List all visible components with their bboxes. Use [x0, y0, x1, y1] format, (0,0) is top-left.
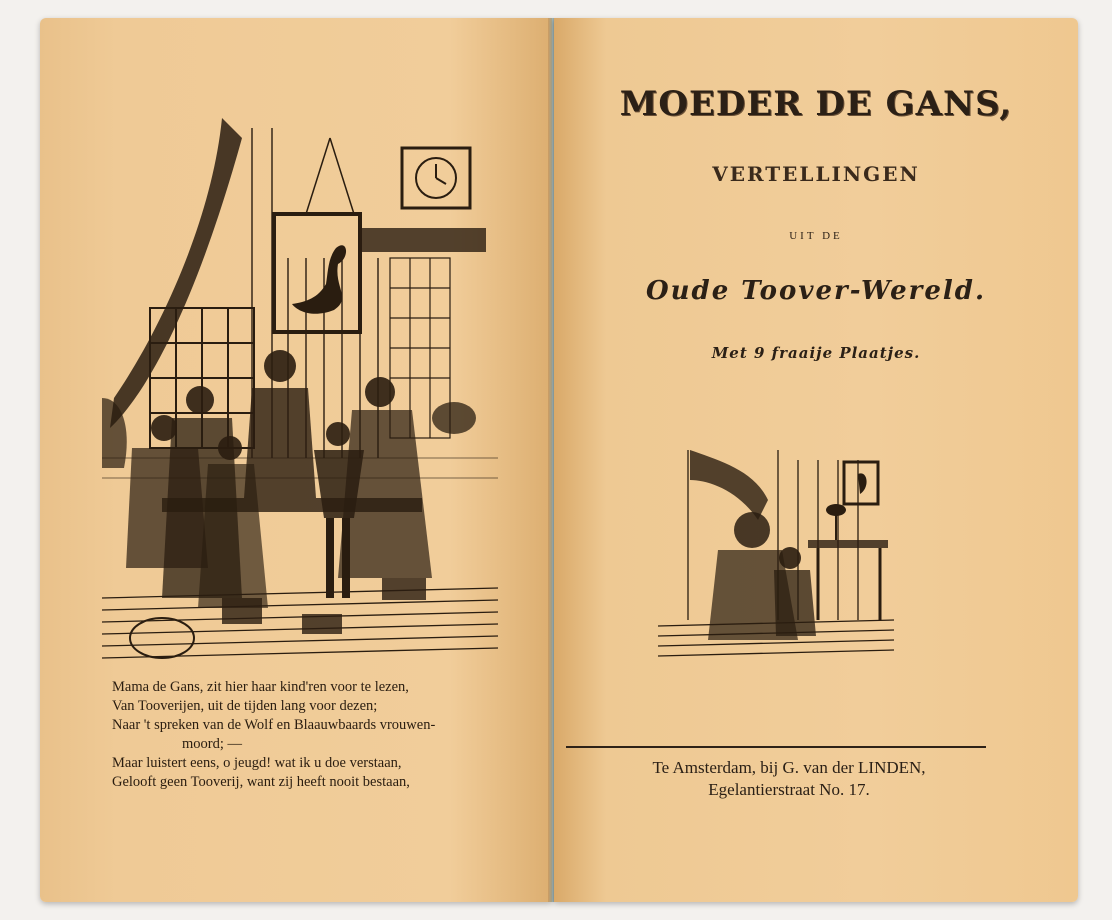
book-title: MOEDER DE GANS, — [619, 84, 1013, 124]
verse-line: Van Tooverijen, uit de tijden lang voor dezen; — [112, 698, 378, 714]
verse-text — [112, 678, 532, 792]
frontispiece-woodcut — [102, 98, 498, 670]
book-subtitle: VERTELLINGEN — [712, 162, 920, 186]
book-subtitle-2: Oude Toover-Wereld. — [645, 276, 987, 306]
right-page — [554, 18, 1078, 902]
imprint-line-2: Egelantierstraat No. 17. — [708, 780, 870, 799]
verse-line: Mama de Gans, zit hier haar kind'ren voor te lezen, — [112, 679, 409, 695]
open-book — [40, 18, 1080, 902]
verse-line: Naar 't spreken van de Wolf en Blaauwbaards vrouwen- — [112, 717, 436, 733]
title-vignette-woodcut — [658, 440, 894, 670]
plates-note: Met 9 fraaije Plaatjes. — [711, 344, 921, 362]
left-page — [40, 18, 552, 902]
subtitle-connector: UIT DE — [789, 230, 843, 242]
verse-line: moord; — — [182, 736, 243, 752]
verse-line: Maar luistert eens, o jeugd! wat ik u doe verstaan, — [112, 755, 402, 771]
imprint-line-1: Te Amsterdam, bij G. van der LINDEN, — [652, 758, 926, 777]
verse-line: Gelooft geen Tooverij, want zij heeft nooit bestaan, — [112, 774, 410, 790]
divider-rule — [566, 746, 986, 748]
